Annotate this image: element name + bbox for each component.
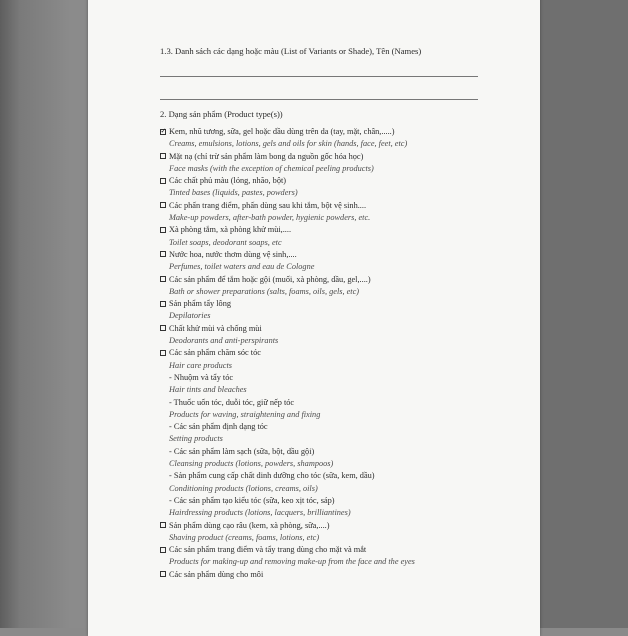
product-type-option[interactable] <box>160 323 530 335</box>
row-text: Mặt nạ (chỉ trừ sản phẩm làm bong da nguồn gốc hóa học) <box>169 151 364 161</box>
row-text: Các chất phủ màu (lỏng, nhão, bột) <box>169 176 287 186</box>
checkbox-icon[interactable] <box>160 276 166 282</box>
row-text: Products for making-up and removing make-up from the face and the eyes <box>169 557 415 567</box>
right-margin-strip <box>540 0 628 628</box>
checkbox-icon[interactable] <box>160 178 166 184</box>
row-text: Tinted bases (liquids, pastes, powders) <box>169 188 298 198</box>
checkbox-icon[interactable] <box>160 522 166 528</box>
row-text: Hairdressing products (lotions, lacquers, brilliantines) <box>169 508 351 518</box>
row-text: Hair tints and bleaches <box>169 385 247 395</box>
english-translation <box>160 507 530 519</box>
product-type-option[interactable] <box>160 569 530 581</box>
row-text: Các sản phẩm chăm sóc tóc <box>169 348 261 358</box>
row-text: Cleansing products (lotions, powders, shampoos) <box>169 459 334 469</box>
checkbox-icon[interactable] <box>160 325 166 331</box>
row-text: - Nhuộm và tẩy tóc <box>169 372 234 382</box>
row-text: - Các sản phẩm làm sạch (sữa, bột, dầu gội) <box>169 446 315 456</box>
product-type-option[interactable] <box>160 151 530 163</box>
product-type-option[interactable] <box>160 126 530 138</box>
product-type-option[interactable] <box>160 200 530 212</box>
row-text: Depilatories <box>169 311 211 321</box>
english-translation <box>160 237 530 249</box>
section-1-3-title: 1.3. Danh sách các dạng hoặc màu (List of Variants or Shade), Tên (Names) <box>160 46 422 56</box>
row-text: Chất khử mùi và chống mùi <box>169 323 262 333</box>
english-translation <box>160 384 530 396</box>
english-translation <box>160 409 530 421</box>
checkbox-icon[interactable] <box>160 571 166 577</box>
row-text: Kem, nhũ tương, sữa, gel hoặc dầu dùng trên da (tay, mặt, chân,.....) <box>169 127 395 136</box>
english-translation <box>160 556 530 568</box>
row-text: Products for waving, straightening and fixing <box>169 409 321 419</box>
row-text: Perfumes, toilet waters and eau de Cologne <box>169 262 315 272</box>
product-type-option[interactable] <box>160 175 530 187</box>
row-text: Sản phẩm dùng cạo râu (kem, xà phòng, sữa,....) <box>169 520 330 530</box>
product-type-option[interactable] <box>160 520 530 532</box>
row-text: Xà phòng tắm, xà phòng khử mùi,.... <box>169 225 292 235</box>
english-translation <box>160 458 530 470</box>
product-type-option[interactable] <box>160 224 530 236</box>
section-2-title: 2. Dạng sản phẩm (Product type(s)) <box>160 109 283 119</box>
document-page <box>88 0 540 636</box>
row-text: Sản phẩm tẩy lông <box>169 299 231 309</box>
checkbox-icon[interactable] <box>160 202 166 208</box>
product-type-option[interactable] <box>160 544 530 556</box>
row-text: - Sản phẩm cung cấp chất dinh dưỡng cho tóc (sữa, kem, dầu) <box>169 471 375 481</box>
row-text: Setting products <box>169 434 223 444</box>
row-text: - Các sản phẩm định dạng tóc <box>169 422 268 432</box>
product-type-option[interactable] <box>160 274 530 286</box>
row-text: Các phấn trang điểm, phấn dùng sau khi tắm, bột vệ sinh.... <box>169 200 367 210</box>
row-text: Nước hoa, nước thơm dùng vệ sinh,.... <box>169 249 297 259</box>
checkbox-icon[interactable] <box>160 350 166 356</box>
row-text: Các sản phẩm trang điểm và tẩy trang dùng cho mặt và mắt <box>169 545 367 555</box>
row-text: Các sản phẩm dùng cho môi <box>169 569 264 579</box>
product-subtype <box>160 421 530 433</box>
checked-checkbox-icon[interactable] <box>160 129 166 135</box>
english-translation <box>160 310 530 322</box>
product-type-list <box>160 126 530 581</box>
row-text: Make-up powders, after-bath powder, hygienic powders, etc. <box>169 213 371 223</box>
row-text: Toilet soaps, deodorant soaps, etc <box>169 237 282 247</box>
english-translation <box>160 483 530 495</box>
row-text: Các sản phẩm để tắm hoặc gội (muối, xà phòng, dầu, gel,....) <box>169 274 371 284</box>
row-text: Hair care products <box>169 360 232 370</box>
product-subtype <box>160 446 530 458</box>
checkbox-icon[interactable] <box>160 153 166 159</box>
row-text: Shaving product (creams, foams, lotions, etc) <box>169 532 320 542</box>
english-translation <box>160 261 530 273</box>
product-type-option[interactable] <box>160 249 530 261</box>
checkbox-icon[interactable] <box>160 251 166 257</box>
english-translation <box>160 286 530 298</box>
product-subtype <box>160 397 530 409</box>
english-translation <box>160 532 530 544</box>
row-text: Face masks (with the exception of chemical peeling products) <box>169 163 374 173</box>
checkbox-icon[interactable] <box>160 547 166 553</box>
english-translation <box>160 433 530 445</box>
english-translation <box>160 138 530 150</box>
answer-line <box>160 99 478 100</box>
product-subtype <box>160 470 530 482</box>
english-translation <box>160 360 530 372</box>
answer-line <box>160 76 478 77</box>
row-text: - Thuốc uốn tóc, duỗi tóc, giữ nếp tóc <box>169 397 295 407</box>
english-translation <box>160 212 530 224</box>
row-text: Deodorants and anti-perspirants <box>169 336 279 346</box>
product-subtype <box>160 372 530 384</box>
english-translation <box>160 163 530 175</box>
product-subtype <box>160 495 530 507</box>
english-translation <box>160 187 530 199</box>
row-text: - Các sản phẩm tạo kiểu tóc (sữa, keo xịt tóc, sáp) <box>169 495 335 505</box>
row-text: Conditioning products (lotions, creams, oils) <box>169 483 318 493</box>
checkbox-icon[interactable] <box>160 301 166 307</box>
checkbox-icon[interactable] <box>160 227 166 233</box>
row-text: Bath or shower preparations (salts, foams, oils, gels, etc) <box>169 286 360 296</box>
english-translation <box>160 335 530 347</box>
product-type-option[interactable] <box>160 298 530 310</box>
product-type-option[interactable] <box>160 347 530 359</box>
row-text: Creams, emulsions, lotions, gels and oils for skin (hands, face, feet, etc) <box>169 139 408 149</box>
